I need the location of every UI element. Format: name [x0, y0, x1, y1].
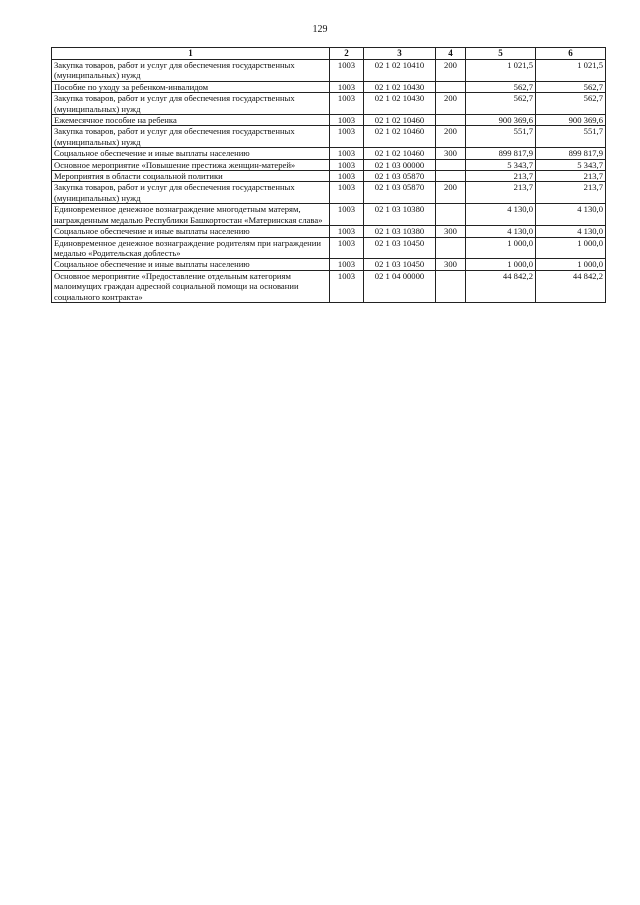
cell-section: 1003: [330, 226, 364, 237]
cell-section: 1003: [330, 148, 364, 159]
cell-expense-type: 300: [436, 226, 466, 237]
cell-name: Социальное обеспечение и иные выплаты населению: [52, 226, 330, 237]
cell-expense-type: 200: [436, 93, 466, 115]
cell-col6: 899 817,9: [536, 148, 606, 159]
cell-name: Закупка товаров, работ и услуг для обеспечения государственных (муниципальных) нужд: [52, 60, 330, 82]
cell-name: Закупка товаров, работ и услуг для обеспечения государственных (муниципальных) нужд: [52, 93, 330, 115]
cell-col5: 5 343,7: [466, 159, 536, 170]
table-row: [52, 126, 606, 148]
cell-target: 02 1 02 10430: [364, 93, 436, 115]
cell-section: 1003: [330, 159, 364, 170]
cell-expense-type: [436, 171, 466, 182]
table-row: [52, 81, 606, 92]
cell-col5: 899 817,9: [466, 148, 536, 159]
cell-target: 02 1 03 10450: [364, 259, 436, 270]
cell-col6: 1 000,0: [536, 237, 606, 259]
cell-expense-type: [436, 81, 466, 92]
cell-section: 1003: [330, 204, 364, 226]
table-row: [52, 259, 606, 270]
cell-expense-type: [436, 115, 466, 126]
cell-target: 02 1 02 10460: [364, 148, 436, 159]
cell-target: 02 1 02 10460: [364, 115, 436, 126]
cell-expense-type: 300: [436, 148, 466, 159]
cell-section: 1003: [330, 93, 364, 115]
table-row: [52, 237, 606, 259]
cell-col6: 4 130,0: [536, 204, 606, 226]
cell-expense-type: [436, 159, 466, 170]
cell-target: 02 1 03 00000: [364, 159, 436, 170]
cell-col5: 1 021,5: [466, 60, 536, 82]
cell-section: 1003: [330, 270, 364, 302]
cell-col5: 4 130,0: [466, 226, 536, 237]
cell-name: Ежемесячное пособие на ребенка: [52, 115, 330, 126]
budget-table: [51, 47, 606, 303]
table-row: [52, 171, 606, 182]
cell-name: Социальное обеспечение и иные выплаты населению: [52, 259, 330, 270]
cell-target: 02 1 04 00000: [364, 270, 436, 302]
cell-target: 02 1 02 10430: [364, 81, 436, 92]
cell-col6: 1 000,0: [536, 259, 606, 270]
cell-col5: 1 000,0: [466, 259, 536, 270]
cell-col6: 562,7: [536, 81, 606, 92]
cell-expense-type: 200: [436, 126, 466, 148]
header-cell: 5: [466, 48, 536, 60]
cell-col6: 1 021,5: [536, 60, 606, 82]
cell-expense-type: [436, 270, 466, 302]
cell-section: 1003: [330, 81, 364, 92]
cell-col6: 562,7: [536, 93, 606, 115]
cell-col5: 562,7: [466, 81, 536, 92]
cell-name: Закупка товаров, работ и услуг для обеспечения государственных (муниципальных) нужд: [52, 126, 330, 148]
cell-target: 02 1 03 05870: [364, 182, 436, 204]
header-cell: 2: [330, 48, 364, 60]
cell-col5: 562,7: [466, 93, 536, 115]
cell-name: Единовременное денежное вознаграждение многодетным матерям, награжденным медалью Республики Башкортостан «Материнская слава»: [52, 204, 330, 226]
cell-col5: 44 842,2: [466, 270, 536, 302]
cell-expense-type: [436, 204, 466, 226]
cell-col5: 900 369,6: [466, 115, 536, 126]
table-row: [52, 204, 606, 226]
table-row: [52, 182, 606, 204]
table-row: [52, 270, 606, 302]
page-number: 129: [312, 24, 328, 35]
cell-col5: 1 000,0: [466, 237, 536, 259]
cell-section: 1003: [330, 60, 364, 82]
cell-section: 1003: [330, 126, 364, 148]
cell-col6: 900 369,6: [536, 115, 606, 126]
table-row: [52, 226, 606, 237]
cell-col6: 213,7: [536, 171, 606, 182]
cell-target: 02 1 02 10460: [364, 126, 436, 148]
cell-target: 02 1 03 10380: [364, 226, 436, 237]
cell-section: 1003: [330, 171, 364, 182]
cell-section: 1003: [330, 259, 364, 270]
cell-expense-type: 200: [436, 60, 466, 82]
cell-col5: 213,7: [466, 182, 536, 204]
table-header-row: [52, 48, 606, 60]
cell-name: Основное мероприятие «Повышение престижа женщин-матерей»: [52, 159, 330, 170]
cell-expense-type: [436, 237, 466, 259]
cell-col6: 213,7: [536, 182, 606, 204]
cell-name: Социальное обеспечение и иные выплаты населению: [52, 148, 330, 159]
cell-col6: 5 343,7: [536, 159, 606, 170]
cell-name: Основное мероприятие «Предоставление отдельным категориям малоимущих граждан адресной социальной помощи на основании социального контракта»: [52, 270, 330, 302]
header-cell: 6: [536, 48, 606, 60]
header-cell: 3: [364, 48, 436, 60]
cell-target: 02 1 02 10410: [364, 60, 436, 82]
cell-target: 02 1 03 10450: [364, 237, 436, 259]
header-cell: 1: [52, 48, 330, 60]
cell-section: 1003: [330, 182, 364, 204]
cell-expense-type: 300: [436, 259, 466, 270]
cell-name: Мероприятия в области социальной политики: [52, 171, 330, 182]
table-row: [52, 60, 606, 82]
cell-section: 1003: [330, 237, 364, 259]
cell-col6: 4 130,0: [536, 226, 606, 237]
cell-expense-type: 200: [436, 182, 466, 204]
cell-col5: 213,7: [466, 171, 536, 182]
table-row: [52, 148, 606, 159]
cell-target: 02 1 03 05870: [364, 171, 436, 182]
table-row: [52, 93, 606, 115]
header-cell: 4: [436, 48, 466, 60]
table-row: [52, 159, 606, 170]
cell-target: 02 1 03 10380: [364, 204, 436, 226]
table-row: [52, 115, 606, 126]
cell-col5: 551,7: [466, 126, 536, 148]
cell-section: 1003: [330, 115, 364, 126]
cell-col6: 551,7: [536, 126, 606, 148]
cell-col5: 4 130,0: [466, 204, 536, 226]
cell-name: Пособие по уходу за ребенком-инвалидом: [52, 81, 330, 92]
cell-name: Единовременное денежное вознаграждение родителям при награждении медалью «Родительская доблесть»: [52, 237, 330, 259]
cell-name: Закупка товаров, работ и услуг для обеспечения государственных (муниципальных) нужд: [52, 182, 330, 204]
cell-col6: 44 842,2: [536, 270, 606, 302]
